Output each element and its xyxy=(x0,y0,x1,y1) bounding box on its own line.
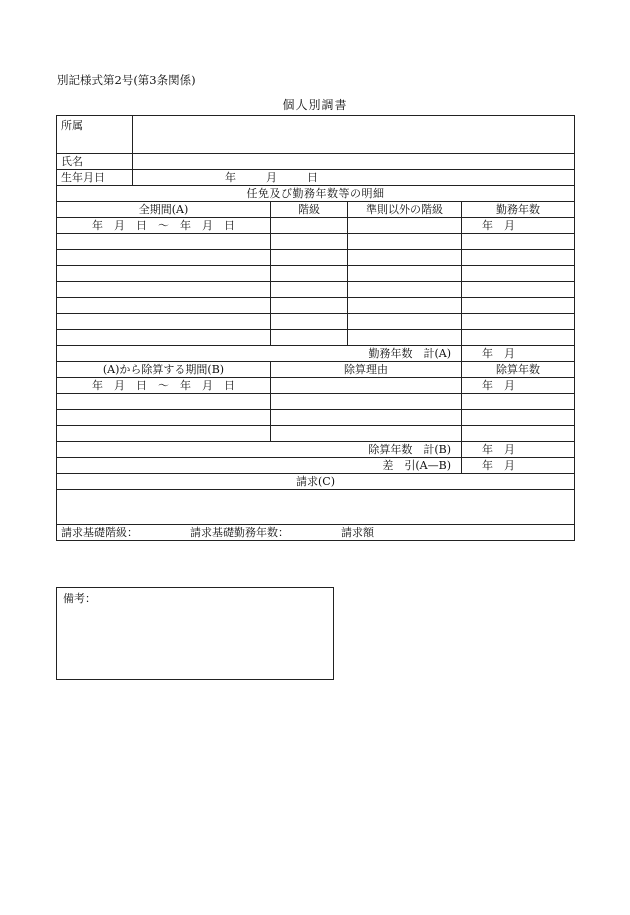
birthdate-row xyxy=(57,170,575,186)
deduction-row xyxy=(57,378,575,394)
service-row xyxy=(57,218,575,234)
deduction-years-cell[interactable]: 年 月 xyxy=(462,378,575,394)
basis-years-label: 請求基礎勤務年数： xyxy=(190,525,289,539)
header-full-period: 全期間(A) xyxy=(57,202,271,218)
service-row xyxy=(57,266,575,282)
header-deduction-period: (A)から除算する期間(B) xyxy=(57,362,271,378)
service-row xyxy=(57,250,575,266)
deduction-header-row xyxy=(57,362,575,378)
service-header-row xyxy=(57,202,575,218)
deduction-row xyxy=(57,410,575,426)
birthdate-day: 日 xyxy=(307,170,318,184)
deduction-reason-cell[interactable] xyxy=(271,378,462,394)
service-row xyxy=(57,282,575,298)
header-rank: 階級 xyxy=(271,202,348,218)
claim-amount-label: 請求額 xyxy=(341,525,374,539)
net-label: 差 引(A—B) xyxy=(57,458,462,474)
remarks-label: 備考： xyxy=(63,592,96,605)
service-total-value[interactable]: 年 月 xyxy=(462,346,575,362)
affiliation-field[interactable] xyxy=(133,116,575,154)
rank-cell[interactable] xyxy=(271,218,348,234)
net-value[interactable]: 年 月 xyxy=(462,458,575,474)
claim-field[interactable] xyxy=(57,490,575,525)
deduction-period-cell[interactable]: 年 月 日 ～ 年 月 日 xyxy=(57,378,271,394)
service-row xyxy=(57,298,575,314)
form-reference: 別記様式第2号(第3条関係) xyxy=(57,73,196,87)
birthdate-year: 年 xyxy=(225,170,236,184)
basis-rank-label: 請求基礎階級： xyxy=(61,525,138,539)
deduction-total-row xyxy=(57,442,575,458)
header-service-years: 勤務年数 xyxy=(462,202,575,218)
affiliation-row xyxy=(57,116,575,154)
net-row xyxy=(57,458,575,474)
personal-record-form xyxy=(56,115,575,541)
deduction-total-value[interactable]: 年 月 xyxy=(462,442,575,458)
period-cell[interactable]: 年 月 日 ～ 年 月 日 xyxy=(57,218,271,234)
service-row xyxy=(57,314,575,330)
name-row xyxy=(57,154,575,170)
birthdate-field[interactable] xyxy=(133,170,575,186)
years-cell[interactable]: 年 月 xyxy=(462,218,575,234)
header-deduction-years: 除算年数 xyxy=(462,362,575,378)
header-other-rank: 準則以外の階級 xyxy=(348,202,462,218)
birthdate-month: 月 xyxy=(266,170,277,184)
document-title: 個人別調書 xyxy=(282,98,348,112)
remarks-box[interactable] xyxy=(56,587,334,680)
claim-label: 請求(C) xyxy=(57,474,575,490)
deduction-row xyxy=(57,394,575,410)
name-field[interactable] xyxy=(133,154,575,170)
deduction-total-label: 除算年数 計(B) xyxy=(57,442,462,458)
name-label: 氏名 xyxy=(57,154,133,170)
other-rank-cell[interactable] xyxy=(348,218,462,234)
deduction-row xyxy=(57,426,575,442)
service-total-label: 勤務年数 計(A) xyxy=(57,346,462,362)
claim-basis-row xyxy=(57,525,575,541)
service-total-row xyxy=(57,346,575,362)
birthdate-label: 生年月日 xyxy=(57,170,133,186)
affiliation-label: 所属 xyxy=(57,116,133,154)
service-row xyxy=(57,234,575,250)
service-section-title: 任免及び勤務年数等の明細 xyxy=(57,186,575,202)
header-deduction-reason: 除算理由 xyxy=(271,362,462,378)
service-row xyxy=(57,330,575,346)
